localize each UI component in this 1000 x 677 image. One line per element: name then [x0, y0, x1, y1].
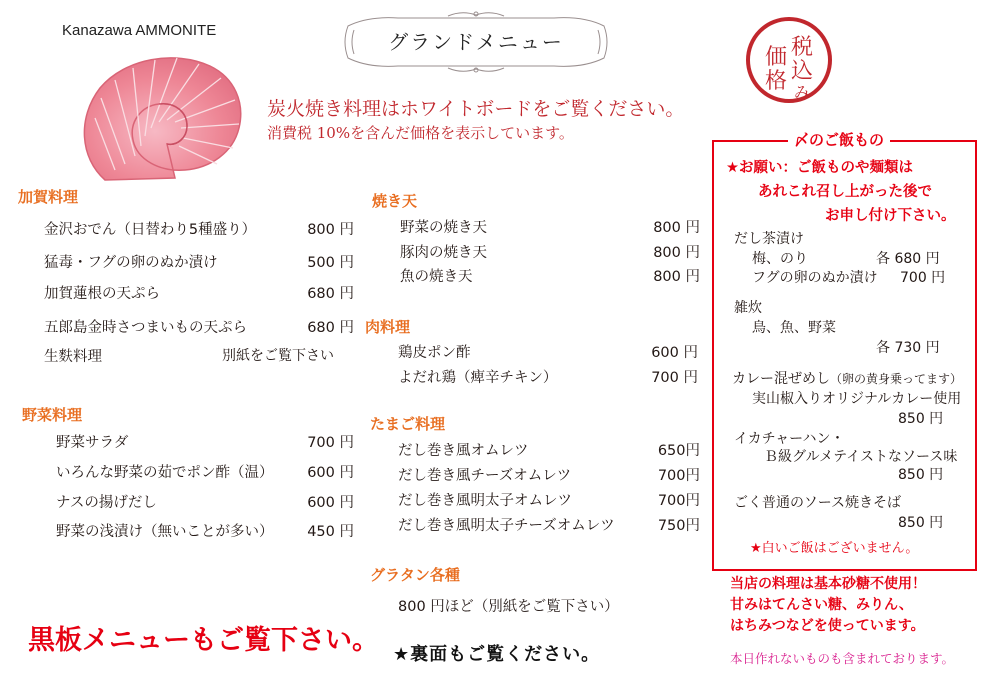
- brand-name: Kanazawa AMMONITE: [62, 22, 217, 39]
- menu-item: 野菜サラダ: [56, 435, 129, 451]
- menu-item: 五郎島金時さつまいもの天ぷら: [44, 320, 247, 336]
- menu-item: だし巻き風明太子オムレツ: [398, 493, 572, 509]
- menu-item: 猛毒・フグの卵のぬか漬け: [44, 255, 218, 271]
- menu-price: 700 円: [307, 435, 354, 451]
- menu-item: 生麩料理: [44, 349, 102, 365]
- stamp-char: 税: [790, 35, 814, 60]
- menu-item: 加賀蓮根の天ぷら: [44, 286, 160, 302]
- curry-note: （卵の黄身乗ってます）: [830, 372, 963, 386]
- stamp-char: 込: [790, 59, 814, 84]
- menu-price: 700 円: [651, 370, 698, 386]
- category-egg: たまご料理: [370, 415, 446, 433]
- menu-price: 700円: [657, 468, 700, 484]
- menu-price: 各 730 円: [876, 340, 940, 356]
- menu-price: 700円: [657, 493, 700, 509]
- no-white-rice-note: ★白いご飯はございません。: [750, 541, 919, 556]
- menu-price: 650円: [657, 443, 700, 459]
- menu-item: フグの卵のぬか漬け: [752, 270, 878, 286]
- page-title: グランドメニュー: [388, 30, 564, 54]
- menu-item: カレー混ぜめし: [732, 371, 830, 387]
- blackboard-notice: 黒板メニューもご覧下さい。: [28, 625, 379, 656]
- menu-item: だし巻き風オムレツ: [398, 443, 529, 459]
- back-side-notice: ★裏面もご覧ください。: [393, 644, 601, 665]
- stamp-char: 格: [764, 69, 788, 94]
- menu-item: 鶏皮ポン酢: [398, 345, 471, 361]
- menu-price: 800 円: [653, 245, 700, 261]
- dashi-title: だし茶漬け: [734, 231, 804, 247]
- menu-price: 500 円: [307, 255, 354, 271]
- stamp-char: み: [793, 83, 811, 102]
- menu-item: 金沢おでん（日替わり5種盛り）: [44, 222, 257, 238]
- category-vegetable: 野菜料理: [22, 406, 83, 424]
- menu-item: ナスの揚げだし: [56, 495, 157, 511]
- today-note: 本日作れないものも含まれております。: [730, 651, 955, 666]
- tax-included-stamp: [745, 16, 833, 104]
- curry-title: [732, 368, 962, 388]
- sugar-note-line: 当店の料理は基本砂糖不使用！: [730, 576, 926, 592]
- menu-item: いろんな野菜の茹でポン酢（温）: [56, 465, 274, 481]
- menu-item: 野菜の浅漬け（無いことが多い）: [56, 524, 274, 540]
- menu-item: 実山椒入りオリジナルカレー使用: [752, 391, 962, 407]
- menu-item: よだれ鶏（痺辛チキン）: [398, 370, 558, 386]
- menu-item: Ｂ級グルメテイストなソース味: [764, 449, 958, 465]
- sugar-note-line: 甘みはてんさい糖、みりん、: [730, 597, 913, 613]
- request-line: お申し付け下さい。: [825, 208, 956, 224]
- request-line: ★お願い：ご飯ものや麺類は: [726, 160, 913, 176]
- menu-price: 800 円: [653, 269, 700, 285]
- request-line: あれこれ召し上がった後で: [758, 184, 932, 200]
- menu-item: 野菜の焼き天: [400, 220, 487, 236]
- menu-price: 600 円: [307, 495, 354, 511]
- menu-price: 680 円: [307, 320, 354, 336]
- menu-item: ごく普通のソース焼きそば: [734, 495, 902, 511]
- shime-title: 〆のご飯もの: [788, 129, 890, 150]
- category-tempura: 焼き天: [372, 192, 418, 210]
- menu-item: 梅、のり: [752, 251, 808, 267]
- stamp-char: 価: [764, 45, 788, 70]
- menu-item: だし巻き風明太子チーズオムレツ: [398, 518, 615, 534]
- sugar-note-line: はちみつなどを使っています。: [730, 618, 925, 634]
- charcoal-notice: 炭火焼き料理はホワイトボードをご覧ください。: [267, 98, 685, 120]
- menu-price: 680 円: [307, 286, 354, 302]
- category-gratin: グラタン各種: [370, 566, 460, 584]
- category-meat: 肉料理: [365, 318, 411, 336]
- menu-price: 850 円: [898, 515, 944, 531]
- tax-note: 消費税 10%を含んだ価格を表示しています。: [267, 124, 574, 142]
- menu-price: 800 円: [653, 220, 700, 236]
- menu-item: 魚の焼き天: [400, 269, 473, 285]
- menu-price: 別紙をご覧下さい: [222, 348, 334, 364]
- zosui-title: 雑炊: [734, 300, 762, 316]
- ammonite-logo: [75, 48, 247, 188]
- menu-price: 750円: [657, 518, 700, 534]
- menu-price: 各 680 円: [876, 251, 940, 267]
- menu-item: 豚肉の焼き天: [400, 245, 487, 261]
- menu-item: 800 円ほど（別紙をご覧下さい）: [398, 599, 619, 615]
- menu-item: 鳥、魚、野菜: [752, 320, 836, 336]
- menu-price: 800 円: [307, 222, 354, 238]
- ika-title: イカチャーハン・: [734, 431, 845, 447]
- menu-price: 600 円: [651, 345, 698, 361]
- menu-price: 850 円: [898, 411, 944, 427]
- category-kaga: 加賀料理: [18, 188, 79, 206]
- menu-price: 450 円: [307, 524, 354, 540]
- menu-price: 600 円: [307, 465, 354, 481]
- menu-price: 850 円: [898, 467, 944, 483]
- menu-price: 700 円: [900, 270, 946, 286]
- menu-item: だし巻き風チーズオムレツ: [398, 468, 572, 484]
